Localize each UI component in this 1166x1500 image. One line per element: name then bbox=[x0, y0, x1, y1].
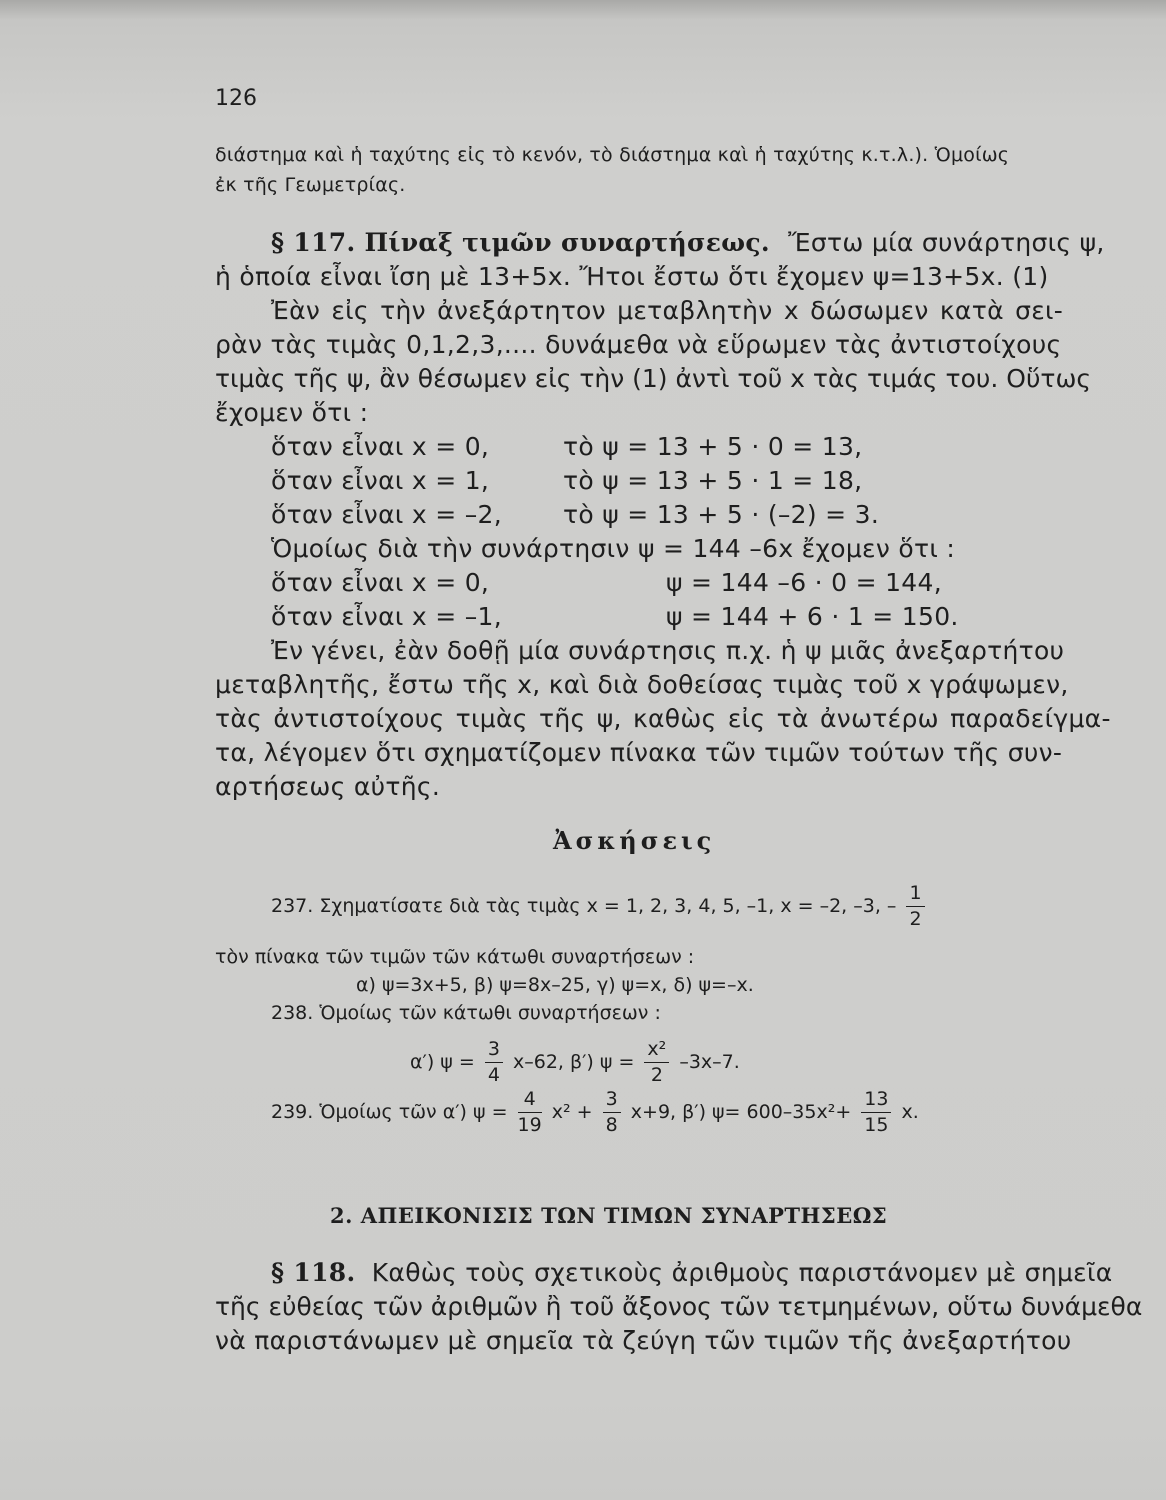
exercise-237-text: 237. Σχηματίσατε διὰ τὰς τιμὰς x = 1, 2, 3, 4, 5, –1, x = –2, –3, – bbox=[271, 895, 897, 917]
exercise-239-middle-1: x² + bbox=[551, 1101, 593, 1123]
fraction-denominator: 2 bbox=[909, 908, 922, 930]
fraction-numerator: 1 bbox=[906, 884, 924, 907]
table1-row-2-cond: ὅταν εἶναι x = 1, bbox=[271, 466, 490, 495]
exercise-238-b-suffix: –3x–7. bbox=[679, 1051, 740, 1073]
exercise-239-end: x. bbox=[901, 1101, 919, 1123]
table2-row-1-cond: ὅταν εἶναι x = 0, bbox=[271, 568, 490, 597]
fraction-denominator: 15 bbox=[864, 1114, 889, 1136]
exercise-238-a-fraction bbox=[485, 1040, 503, 1085]
fraction-numerator: 4 bbox=[518, 1090, 542, 1113]
exercise-239-fraction-3 bbox=[861, 1090, 891, 1135]
table1-row-1-result: τὸ ψ = 13 + 5 · 0 = 13, bbox=[563, 432, 863, 461]
table2-row-1-result: ψ = 144 –6 · 0 = 144, bbox=[666, 568, 942, 597]
exercise-238-a-prefix: α′) ψ = bbox=[410, 1051, 475, 1073]
section-118-line-1-rest: Καθὼς τοὺς σχετικοὺς ἀριθμοὺς παριστάνομεν μὲ σημεῖα bbox=[371, 1258, 1113, 1287]
table1-row-3-result: τὸ ψ = 13 + 5 · (–2) = 3. bbox=[563, 500, 880, 529]
chapter-section-title: 2. ΑΠΕΙΚΟΝΙΣΙΣ ΤΩΝ ΤΙΜΩΝ ΣΥΝΑΡΤΗΣΕΩΣ bbox=[330, 1203, 888, 1228]
exercise-237-line-3: α) ψ=3x+5, β) ψ=8x–25, γ) ψ=x, δ) ψ=–x. bbox=[356, 974, 754, 996]
para2-line-3: τὰς ἀντιστοίχους τιμὰς τῆς ψ, καθὼς εἰς τὰ ἀνωτέρω παραδείγμα- bbox=[215, 704, 1111, 733]
section-118-heading: § 118. bbox=[271, 1258, 356, 1287]
section-117-line-2: ἡ ὁποία εἶναι ἴση μὲ 13+5x. Ἤτοι ἔστω ὅτι ἔχομεν ψ=13+5x. (1) bbox=[215, 262, 1049, 291]
exercise-239-prefix: 239. Ὁμοίως τῶν α′) ψ = bbox=[271, 1101, 508, 1123]
section-117-line-6: ἔχομεν ὅτι : bbox=[215, 398, 369, 427]
table2-row-2-result: ψ = 144 + 6 · 1 = 150. bbox=[666, 602, 959, 631]
exercise-239-line bbox=[271, 1090, 919, 1135]
table1-row-1-cond: ὅταν εἶναι x = 0, bbox=[271, 432, 490, 461]
para2-line-5: αρτήσεως αὐτῆς. bbox=[215, 772, 441, 801]
exercise-238-line-1: 238. Ὁμοίως τῶν κάτωθι συναρτήσεων : bbox=[271, 1002, 661, 1024]
fraction-denominator: 8 bbox=[605, 1114, 618, 1136]
exercise-237-line-2: τὸν πίνακα τῶν τιμῶν τῶν κάτωθι συναρτήσεων : bbox=[215, 946, 695, 968]
table1-row-2-result: τὸ ψ = 13 + 5 · 1 = 18, bbox=[563, 466, 863, 495]
section-117-line-4: ρὰν τὰς τιμὰς 0,1,2,3,.... δυνάμεθα νὰ εὕρωμεν τὰς ἀντιστοίχους bbox=[215, 330, 1062, 359]
fraction-numerator: x² bbox=[644, 1040, 669, 1063]
fraction-denominator: 4 bbox=[487, 1064, 500, 1086]
exercise-239-fraction-1 bbox=[518, 1090, 542, 1135]
table2-row-2-cond: ὅταν εἶναι x = –1, bbox=[271, 602, 502, 631]
section-117-line-1 bbox=[271, 228, 1105, 257]
section-117-line-3: Ἐὰν εἰς τὴν ἀνεξάρτητον μεταβλητὴν x δώσωμεν κατὰ σει- bbox=[271, 296, 1064, 325]
fraction-numerator: 3 bbox=[603, 1090, 621, 1113]
section-118-line-2: τῆς εὐθείας τῶν ἀριθμῶν ἢ τοῦ ἄξονος τῶν τετμημένων, οὕτω δυνάμεθα bbox=[215, 1292, 1143, 1321]
para2-line-2: μεταβλητῆς, ἔστω τῆς x, καὶ διὰ δοθείσας τιμὰς τοῦ x γράψωμεν, bbox=[215, 670, 1069, 699]
section-118-line-3: νὰ παριστάνωμεν μὲ σημεῖα τὰ ζεύγη τῶν τιμῶν τῆς ἀνεξαρτήτου bbox=[215, 1326, 1072, 1355]
para2-line-4: τα, λέγομεν ὅτι σχηματίζομεν πίνακα τῶν τιμῶν τούτων τῆς συν- bbox=[215, 738, 1063, 767]
section-118-line-1 bbox=[271, 1258, 1113, 1287]
table1-row-3-cond: ὅταν εἶναι x = –2, bbox=[271, 500, 502, 529]
exercise-237-line-1 bbox=[271, 884, 929, 929]
fraction-denominator: 19 bbox=[517, 1114, 542, 1136]
intro-line-1: διάστημα καὶ ἡ ταχύτης εἰς τὸ κενόν, τὸ διάστημα καὶ ἡ ταχύτης κ.τ.λ.). Ὁμοίως bbox=[215, 144, 1010, 166]
exercise-239-fraction-2 bbox=[603, 1090, 621, 1135]
section-117-heading: § 117. Πίναξ τιμῶν συναρτήσεως. bbox=[271, 228, 770, 257]
exercise-238-line-2 bbox=[410, 1040, 740, 1085]
exercises-heading: Ἀσκήσεις bbox=[553, 826, 716, 855]
section-117-line-1-rest: Ἔστω μία συνάρτησις ψ, bbox=[788, 228, 1105, 257]
para2-line-1: Ἐν γένει, ἐὰν δοθῇ μία συνάρτησις π.χ. ἡ ψ μιᾶς ἀνεξαρτήτου bbox=[271, 636, 1065, 665]
section-117-line-7: Ὁμοίως διὰ τὴν συνάρτησιν ψ = 144 –6x ἔχομεν ὅτι : bbox=[271, 534, 956, 563]
exercise-239-middle-2: x+9, β′) ψ= 600–35x²+ bbox=[630, 1101, 852, 1123]
fraction-numerator: 13 bbox=[861, 1090, 891, 1113]
exercise-237-fraction bbox=[906, 884, 924, 929]
fraction-numerator: 3 bbox=[485, 1040, 503, 1063]
fraction-denominator: 2 bbox=[650, 1064, 663, 1086]
exercise-238-a-suffix: x–62, β′) ψ = bbox=[512, 1051, 635, 1073]
intro-line-2: ἐκ τῆς Γεωμετρίας. bbox=[215, 174, 406, 196]
section-117-line-5: τιμὰς τῆς ψ, ἂν θέσωμεν εἰς τὴν (1) ἀντὶ τοῦ x τὰς τιμάς του. Οὕτως bbox=[215, 364, 1092, 393]
page-number: 126 bbox=[215, 86, 257, 111]
exercise-238-b-fraction bbox=[644, 1040, 669, 1085]
